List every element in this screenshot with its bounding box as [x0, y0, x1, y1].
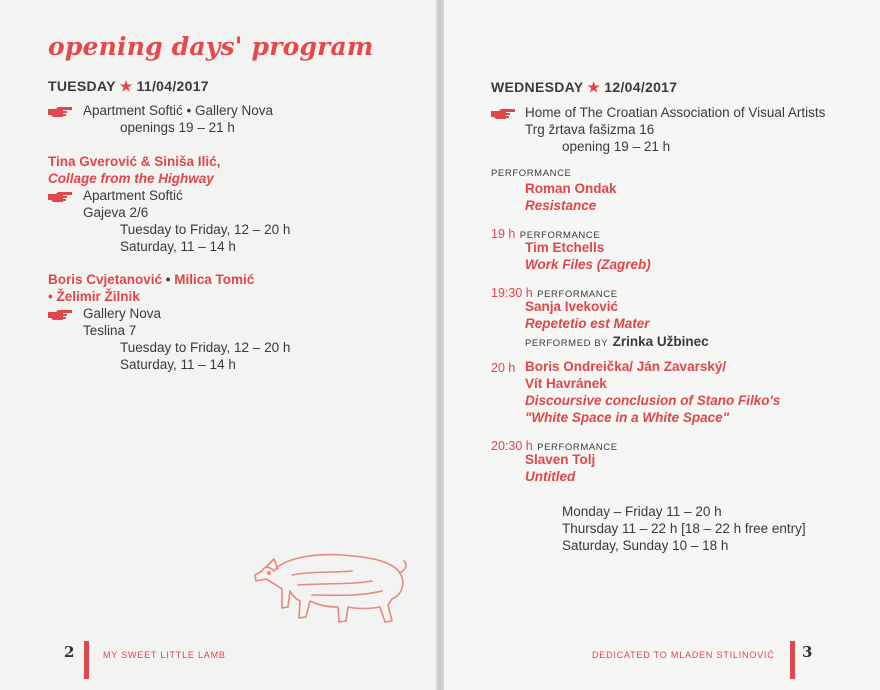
footer-dedication: DEDICATED TO MLADEN STILINOVIĆ	[592, 650, 775, 660]
day-date: 12/04/2017	[604, 79, 678, 95]
day-heading-wednesday	[491, 79, 677, 96]
event-work: Work Files (Zagreb)	[525, 257, 651, 272]
page-title: opening days' program	[48, 32, 374, 61]
event-work-line1: Discoursive conclusion of Stano Filko's	[525, 393, 781, 408]
performed-by-label: PERFORMED BY	[525, 338, 609, 349]
hours-weekend: Saturday, Sunday 10 – 18 h	[562, 538, 729, 553]
performed-by-row	[525, 333, 709, 351]
entry2-artists-line1	[48, 272, 254, 287]
intro-venues: Apartment Softić • Gallery Nova	[83, 103, 274, 118]
footer-accent-bar	[84, 641, 89, 679]
performer-name: Zrinka Užbinec	[612, 334, 709, 349]
intro-openings: openings 19 – 21 h	[120, 120, 235, 135]
event-work: Untitled	[525, 469, 576, 484]
entry1-artists: Tina Gverović & Siniša Ilić,	[48, 154, 221, 169]
footer-accent-bar	[790, 641, 795, 679]
entry1-work: Collage from the Highway	[48, 171, 214, 186]
hours-weekdays: Monday – Friday 11 – 20 h	[562, 504, 722, 519]
pointing-hand-icon	[47, 191, 73, 203]
footer-title: MY SWEET LITTLE LAMB	[103, 650, 226, 660]
entry2-hours-weekday: Tuesday to Friday, 12 – 20 h	[120, 340, 291, 355]
event-artists-line2: Vít Havránek	[525, 376, 607, 391]
artist-name: Milica Tomić	[174, 272, 255, 287]
intro-address: Trg žrtava fašizma 16	[525, 122, 655, 137]
event-artist: Tim Etchells	[525, 240, 605, 255]
pointing-hand-icon	[47, 106, 73, 118]
pig-illustration	[252, 545, 408, 627]
event-time: 20 h	[491, 361, 516, 375]
hours-thursday: Thursday 11 – 22 h [18 – 22 h free entry]	[562, 521, 806, 536]
day-name: WEDNESDAY	[491, 79, 584, 95]
event-time: 19 h	[491, 227, 516, 241]
entry2-address: Teslina 7	[83, 323, 137, 338]
event-time: 19:30 h	[491, 286, 533, 300]
event-type-label: PERFORMANCE	[537, 289, 618, 300]
day-date: 11/04/2017	[136, 78, 209, 94]
event-work: Repetetio est Mater	[525, 316, 650, 331]
book-gutter	[436, 0, 444, 690]
bleed-through-text	[802, 300, 812, 339]
event-work: Resistance	[525, 198, 597, 213]
day-heading-tuesday	[48, 78, 209, 95]
page-number: 3	[802, 643, 813, 661]
event-type-label: PERFORMANCE	[491, 168, 572, 179]
bullet-separator: •	[162, 272, 175, 287]
event-artist: Roman Ondak	[525, 181, 617, 196]
event-type-label: PERFORMANCE	[519, 230, 601, 241]
event-time: 20:30 h	[491, 439, 533, 453]
intro-venue: Home of The Croatian Association of Visual Artists	[525, 105, 826, 120]
event-artist: Sanja Iveković	[525, 299, 619, 314]
intro-opening: opening 19 – 21 h	[562, 139, 671, 154]
page-number: 2	[64, 643, 75, 661]
event-work-line2: "White Space in a White Space"	[525, 410, 730, 425]
artist-name: Boris Cvjetanović	[48, 272, 163, 287]
day-name: TUESDAY	[48, 78, 116, 94]
star-icon: ★	[119, 78, 133, 94]
pointing-hand-icon	[47, 309, 73, 321]
event-artists-line1: Boris Ondreička/ Ján Zavarský/	[525, 359, 727, 374]
entry1-venue: Apartment Softić	[83, 188, 183, 203]
entry1-hours-weekday: Tuesday to Friday, 12 – 20 h	[120, 222, 291, 237]
entry2-artists-line2: • Želimir Žilnik	[48, 289, 140, 304]
entry1-address: Gajeva 2/6	[83, 205, 149, 220]
pointing-hand-icon	[490, 108, 516, 120]
entry2-hours-saturday: Saturday, 11 – 14 h	[120, 357, 236, 372]
event-type-label: PERFORMANCE	[537, 442, 618, 453]
star-icon: ★	[587, 79, 601, 95]
entry1-hours-saturday: Saturday, 11 – 14 h	[120, 239, 236, 254]
event-artist: Slaven Tolj	[525, 452, 596, 467]
entry2-venue: Gallery Nova	[83, 306, 162, 321]
